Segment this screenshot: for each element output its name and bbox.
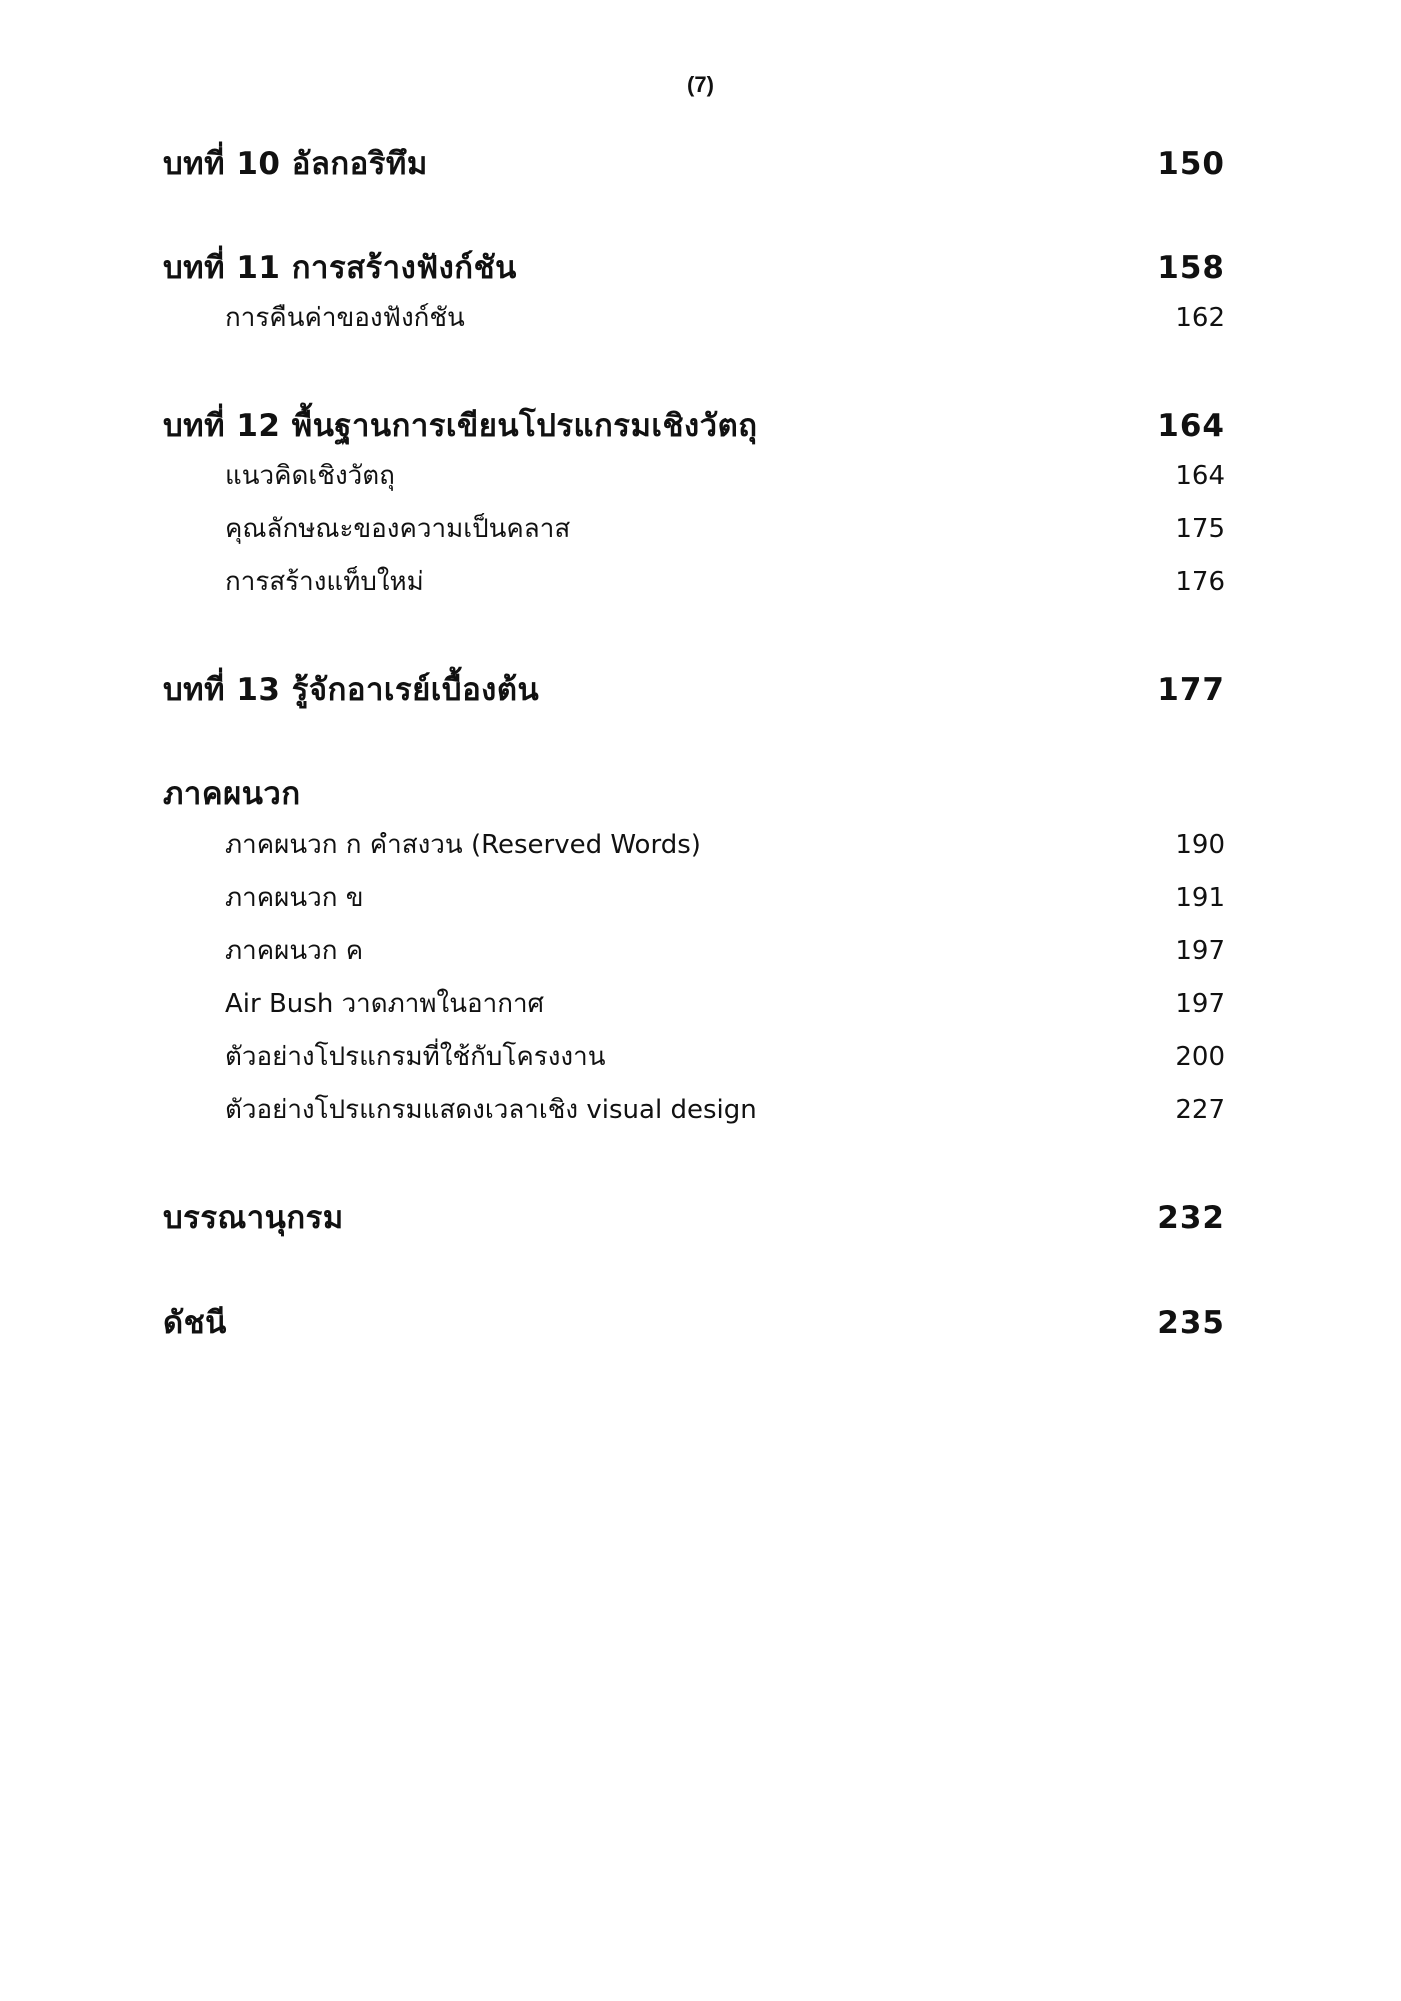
toc-sub-entry — [225, 877, 1225, 918]
toc-sub-entry — [225, 824, 1225, 865]
toc-sub-entry — [225, 1089, 1225, 1130]
toc-appendix-heading — [163, 768, 1225, 818]
toc-page: 164 — [1175, 461, 1225, 491]
toc-page: 175 — [1175, 514, 1225, 544]
page-number: (7) — [687, 72, 714, 97]
toc-sub-entry — [225, 930, 1225, 971]
toc-page: 227 — [1175, 1095, 1225, 1125]
toc-title: คุณลักษณะของความเป็นคลาส — [225, 514, 571, 544]
toc-sub-entry — [225, 1036, 1225, 1077]
toc-title: บทที่ 13 รู้จักอาเรย์เบื้องต้น — [163, 672, 540, 708]
toc-title: ดัชนี — [163, 1305, 227, 1341]
toc-page: 191 — [1175, 883, 1225, 913]
toc-page: 162 — [1175, 303, 1225, 333]
toc-index — [163, 1297, 1225, 1347]
toc-chapter-11 — [163, 242, 1225, 292]
toc-sub-entry — [225, 297, 1225, 338]
toc-sub-entry — [225, 561, 1225, 602]
toc-page: 177 — [1157, 672, 1225, 708]
toc-title: แนวคิดเชิงวัตถุ — [225, 461, 395, 491]
toc-page: 235 — [1157, 1305, 1225, 1341]
toc-bibliography — [163, 1192, 1225, 1242]
toc-page: 190 — [1175, 830, 1225, 860]
toc-title: ภาคผนวก ก คำสงวน (Reserved Words) — [225, 830, 701, 860]
toc-title: บทที่ 12 พื้นฐานการเขียนโปรแกรมเชิงวัตถุ — [163, 408, 758, 444]
toc-title: ภาคผนวก — [163, 776, 301, 812]
toc-title: บรรณานุกรม — [163, 1200, 344, 1236]
toc-title: บทที่ 10 อัลกอริทึม — [163, 146, 428, 182]
toc-page: 150 — [1157, 146, 1225, 182]
toc-title: ตัวอย่างโปรแกรมแสดงเวลาเชิง visual design — [225, 1095, 757, 1125]
toc-page: 176 — [1175, 567, 1225, 597]
toc-title: การสร้างแท็บใหม่ — [225, 567, 424, 597]
toc-sub-entry — [225, 508, 1225, 549]
toc-chapter-13 — [163, 664, 1225, 714]
toc-title: ตัวอย่างโปรแกรมที่ใช้กับโครงงาน — [225, 1042, 606, 1072]
toc-title: บทที่ 11 การสร้างฟังก์ชัน — [163, 250, 517, 286]
toc-page: 158 — [1157, 250, 1225, 286]
toc-page: 232 — [1157, 1200, 1225, 1236]
toc-title: การคืนค่าของฟังก์ชัน — [225, 303, 465, 333]
toc-sub-entry — [225, 983, 1225, 1024]
toc-page: 197 — [1175, 989, 1225, 1019]
toc-chapter-12 — [163, 400, 1225, 450]
toc-title: ภาคผนวก ข — [225, 883, 364, 913]
toc-page: 200 — [1175, 1042, 1225, 1072]
toc-title: ภาคผนวก ค — [225, 936, 364, 966]
toc-sub-entry — [225, 455, 1225, 496]
toc-title: Air Bush วาดภาพในอากาศ — [225, 989, 545, 1019]
toc-page: 164 — [1157, 408, 1225, 444]
toc-chapter-10 — [163, 138, 1225, 188]
toc-page: 197 — [1175, 936, 1225, 966]
